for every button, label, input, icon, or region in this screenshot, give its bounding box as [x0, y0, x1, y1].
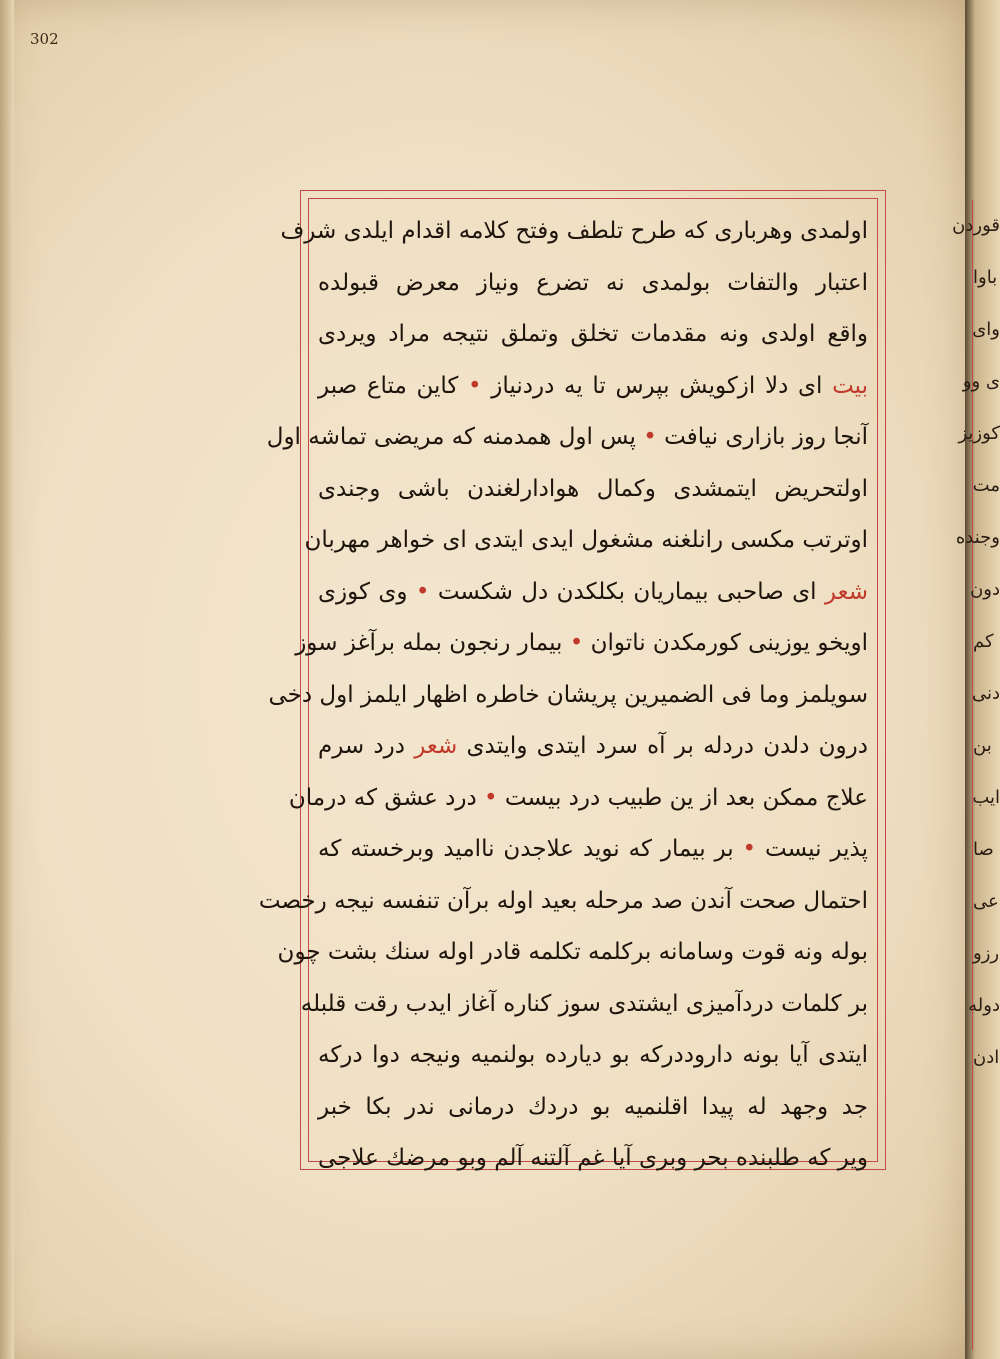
- text-segment: بر كلمات دردآمیزی ایشتدی سوز كناره آغاز ایدب رقت قلبله: [300, 990, 868, 1017]
- text-segment: ایتدی آیا بونه داروددركه بو دیارده بولنمیه ونیجه دوا دركه: [318, 1042, 868, 1068]
- text-line: [304, 515, 868, 567]
- text-line: [318, 258, 868, 310]
- verse-separator-dot: •: [484, 784, 498, 811]
- text-segment: درد سرم: [318, 733, 415, 759]
- fragment-line: قوردن: [952, 215, 1000, 236]
- fragment-line: ایب: [972, 787, 1000, 808]
- text-line: [318, 309, 868, 361]
- text-line: [266, 412, 868, 464]
- rubric-heading: شعر: [414, 733, 458, 759]
- text-segment: ای صاحبی بیماریان بكلكدن دل شكست: [429, 578, 825, 605]
- fragment-line: مت: [972, 475, 1000, 496]
- page-number: 302: [30, 30, 59, 48]
- text-segment: اویخو یوزینی كورمكدن ناتوان: [583, 630, 868, 656]
- text-segment: پس اول همدمنه كه مریضی تماشه اول: [266, 424, 644, 450]
- page-left-edge: [0, 0, 14, 1359]
- next-page-fragment: [952, 200, 1000, 1350]
- text-segment: وی كوزی: [318, 578, 416, 605]
- fragment-line: كوزیز: [958, 423, 1000, 444]
- text-line: [318, 567, 868, 619]
- text-segment: ویر كه طلبنده بحر وبری آیا غم آلتنه آلم وبو مرضك علاجی: [318, 1145, 868, 1171]
- text-segment: درون دلدن دردله بر آه سرد ایتدی وایتدی: [457, 733, 868, 759]
- fragment-line: دنی: [971, 683, 1000, 704]
- text-line: [318, 464, 868, 516]
- text-segment: سویلمز وما فی الضمیرین پریشان خاطره اظهار ایلمز اول دخی: [268, 681, 868, 708]
- text-line: [288, 773, 868, 825]
- text-line: [268, 670, 868, 722]
- text-segment: اوترتب مكسی رانلغنه مشغول ایدی ایتدی ای خواهر مهربان: [304, 527, 868, 553]
- text-segment: احتمال صحت آندن صد مرحله بعید اوله برآن تنفسه نیجه رخصت: [258, 887, 868, 914]
- verse-separator-dot: •: [569, 630, 584, 656]
- text-segment: درد عشق كه درمان: [288, 784, 485, 811]
- text-segment: كاین متاع صبر: [318, 372, 469, 399]
- fragment-line: ادن: [973, 1047, 1000, 1068]
- fragment-line: عی: [973, 891, 999, 912]
- text-segment: آنجا روز بازاری نیافت: [656, 424, 868, 450]
- text-segment: واقع اولدی ونه مقدمات تخلق وتملق نتیجه مراد ویردی: [318, 321, 868, 347]
- text-line: [318, 1133, 868, 1185]
- text-line: [318, 824, 868, 876]
- text-segment: اعتبار والتفات بولمدی نه تضرع ونیاز معرض قبولده: [318, 269, 868, 296]
- verse-separator-dot: •: [742, 836, 757, 862]
- verse-separator-dot: •: [643, 424, 657, 450]
- fragment-line: دوله: [968, 995, 1000, 1016]
- fragment-line: دون: [970, 579, 1000, 600]
- text-line: [318, 721, 868, 773]
- text-line: [318, 361, 868, 413]
- fragment-line: كم: [973, 631, 994, 652]
- text-segment: ای دلا ازكویش بپرس تا یه دردنیاز: [481, 372, 833, 399]
- text-line: [258, 876, 868, 928]
- fragment-line: صا: [973, 839, 994, 860]
- text-segment: پذیر نیست: [756, 836, 868, 862]
- verse-separator-dot: •: [468, 372, 482, 399]
- fragment-line: رزو: [973, 943, 1000, 964]
- verse-separator-dot: •: [415, 578, 430, 605]
- text-line: [300, 979, 868, 1031]
- text-segment: اولتحریض ایتمشدی وكمال هوادارلغندن باشی وجندی: [318, 475, 868, 502]
- text-line: [295, 618, 868, 670]
- text-line: [318, 1030, 868, 1082]
- manuscript-text-block: [258, 206, 869, 1171]
- text-segment: بیمار رنجون بمله برآغز سوز: [295, 630, 570, 656]
- text-segment: بوله ونه قوت وسامانه بركلمه تكلمه قادر اوله سنك بشت چون: [277, 939, 868, 965]
- text-segment: علاج ممكن بعد از ین طبیب درد بیست: [497, 784, 868, 811]
- rubric-heading: شعر: [824, 578, 868, 605]
- fragment-line: باوا: [973, 267, 998, 288]
- fragment-line: ی وو: [962, 371, 1000, 392]
- rubric-heading: بیت: [832, 372, 869, 399]
- fragment-line: وجنده: [955, 527, 1000, 548]
- text-line: [277, 927, 868, 979]
- text-line: [318, 1082, 868, 1134]
- fragment-line: بن: [973, 735, 992, 756]
- text-segment: جد وجهد له پیدا اقلنمیه بو دردك درمانی ندر بكا خبر: [318, 1093, 868, 1120]
- text-segment: بر بیمار كه نوید علاجدن ناامید وبرخسته كه: [318, 836, 743, 862]
- fragment-line: وای: [972, 319, 1000, 340]
- text-segment: اولمدی وهرباری كه طرح تلطف وفتح كلامه اقدام ایلدی شرف: [280, 218, 868, 244]
- text-line: [280, 206, 868, 258]
